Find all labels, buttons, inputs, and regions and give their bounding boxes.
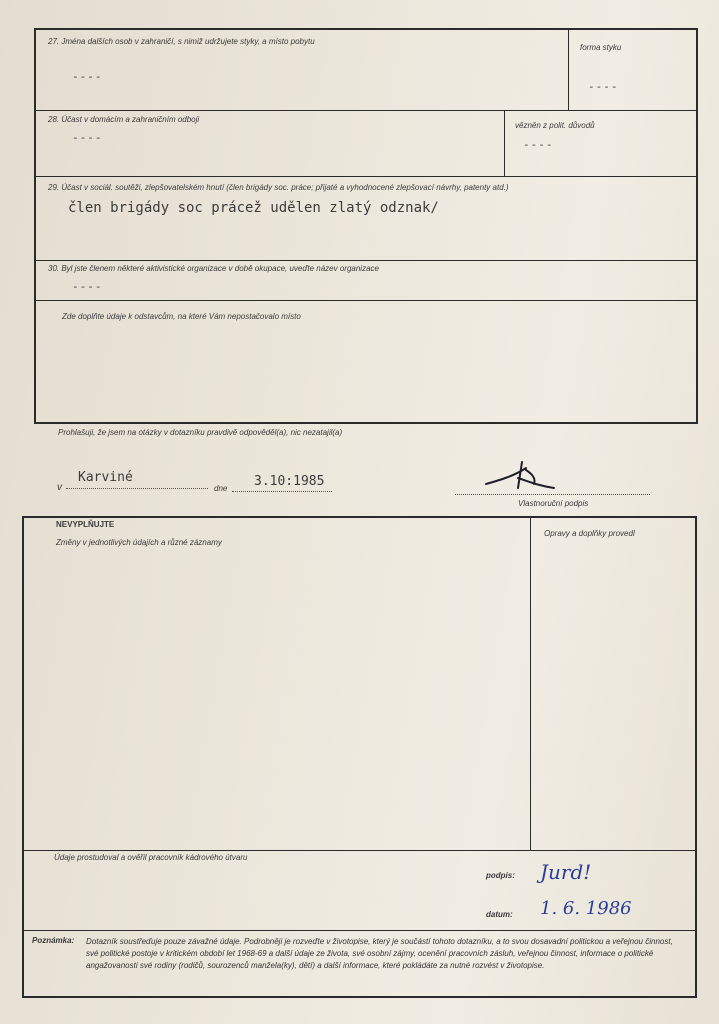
q27-label: 27. Jména dalších osob v zahraničí, s nimiž udržujete styky, a místo pobytu (48, 37, 315, 46)
q30-value: ---- (72, 280, 103, 293)
place-line (66, 488, 208, 489)
corrections-label: Opravy a doplňky provedl (544, 529, 635, 538)
signature-label: Vlastnoruční podpis (518, 499, 589, 508)
row-divider-3 (36, 260, 696, 261)
date-line (232, 491, 332, 492)
place-prefix: v (57, 482, 62, 493)
verifier-date-label: datum: (486, 910, 513, 919)
additional-label: Zde doplňte údaje k odstavcům, na které Vám nepostačovalo místo (62, 312, 301, 321)
date-value: 3.10:1985 (254, 474, 325, 489)
declaration-text: Prohlašuji, že jsem na otázky v dotazníku pravdivě odpověděl(a), nic nezatajil(a) (58, 428, 343, 437)
footnote-text: Dotazník soustřeďuje pouze závažné údaje. Podrobněji je rozveďte v životopise, který je součástí tohoto dotazníku, a to svou dosavadní politickou a veřejnou činnost, své politické postoje v kritickém období let 1968-69 a další údaje ze života, své osobní zájmy, ocenění pracovních zásluh, veřejnou činnost, informace o politické angažovanosti své rodiny (rodičů, sourozenců manžela(ky), dětí) a další informace, které pokládáte za nutné rozvést v životopise. (86, 937, 673, 970)
bottom-form-box (22, 516, 697, 998)
row-divider-4 (36, 300, 696, 301)
q27-value: ---- (72, 70, 103, 83)
corrections-divider (530, 518, 531, 850)
verified-divider (24, 850, 695, 851)
verified-label: Údaje prostudoval a ověřil pracovník kádrového útvaru (54, 853, 248, 862)
signature-mark (482, 458, 572, 496)
date-prefix: dne (214, 484, 228, 493)
q29-label: 29. Účast v sociál. soutěži, zlepšovatelském hnutí (člen brigády soc. práce; přijaté a vyhodnocené zlepšovací návrhy, patenty atd.) (48, 183, 509, 192)
changes-label: Změny v jednotlivých údajích a různé záznamy (56, 538, 222, 547)
q30-label: 30. Byl jste členem některé aktivistické organizace v době okupace, uveďte název organizace (48, 264, 379, 273)
signature-line (455, 494, 650, 495)
q27-side-value: ---- (588, 80, 619, 93)
verifier-signature-label: podpis: (486, 871, 515, 880)
footnote-label: Poznámka: (32, 936, 75, 945)
q28-value: ---- (72, 131, 103, 144)
q28-side-value: ---- (523, 138, 554, 151)
q27-side-label: forma styku (580, 43, 622, 52)
q28-side-label: vězněn z polit. důvodů (515, 121, 595, 130)
q28-divider (504, 110, 505, 176)
q29-value: člen brigády soc prácež udělen zlatý odznak/ (68, 200, 439, 216)
footnote-divider (24, 930, 695, 931)
nevyplnujte-heading: NEVYPLŇUJTE (56, 520, 115, 529)
row-divider-2 (36, 176, 696, 177)
place-value: Karviné (78, 470, 133, 485)
verifier-signature: Jurd! (540, 860, 592, 884)
q28-label: 28. Účast v domácím a zahraničním odboji (48, 115, 200, 124)
q27-divider (568, 30, 569, 110)
verifier-date: 1. 6. 1986 (540, 898, 632, 919)
row-divider-1 (36, 110, 696, 111)
